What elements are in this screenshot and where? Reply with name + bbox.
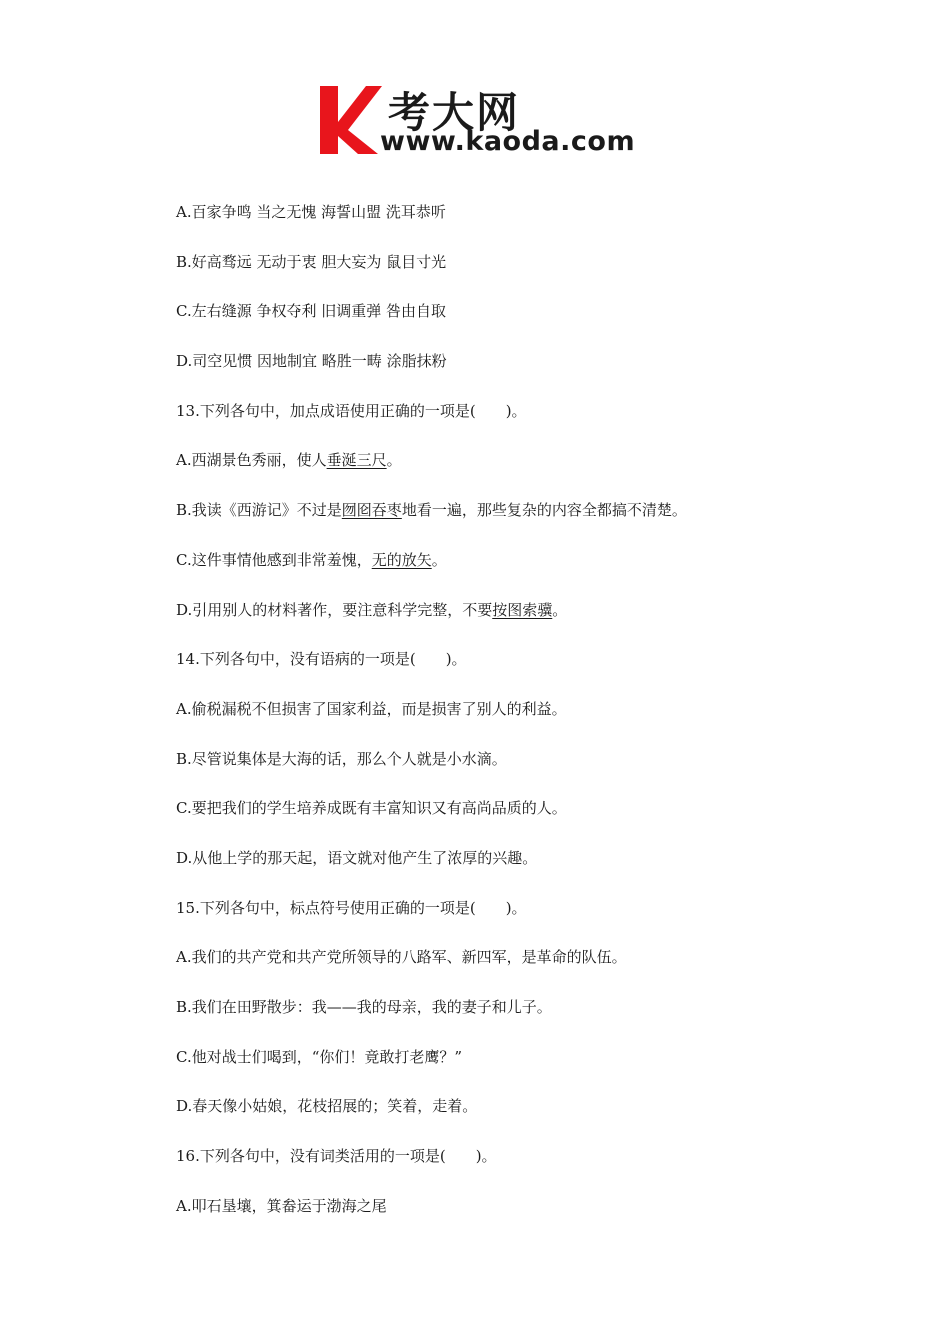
option-text: D.引用别人的材料著作，要注意科学完整，不要 <box>176 600 493 619</box>
option-line: B.我们在田野散步：我——我的母亲，我的妻子和儿子。 <box>176 998 552 1016</box>
option-line <box>176 548 896 598</box>
underlined-idiom: 按图索骥 <box>492 600 553 619</box>
option-line <box>176 498 896 548</box>
k-logo-mark <box>318 84 382 156</box>
logo-site-name: 考大网 <box>388 88 521 137</box>
underlined-idiom: 囫囵吞枣 <box>341 501 402 520</box>
option-line: D.从他上学的那天起，语文就对他产生了浓厚的兴趣。 <box>176 848 538 867</box>
option-text: 。 <box>552 600 568 619</box>
option-text: 。 <box>386 451 402 470</box>
option-line: A.叩石垦壤，箕畚运于渤海之尾 <box>176 1196 387 1215</box>
option-text: 地看一遍，那些复杂的内容全都搞不清楚。 <box>401 501 687 520</box>
option-line: B.尽管说集体是大海的话，那么个人就是小水滴。 <box>176 749 507 768</box>
option-line: A.偷税漏税不但损害了国家利益，而是损害了别人的利益。 <box>176 699 567 718</box>
question-stem: 16.下列各句中，没有词类活用的一项是( )。 <box>176 1147 497 1166</box>
kaoda-logo <box>318 84 638 160</box>
question-stem: 15.下列各句中，标点符号使用正确的一项是( )。 <box>176 898 527 917</box>
option-line: C.左右缝源 争权夺利 旧调重弹 咎由自取 <box>176 302 447 321</box>
option-text: C.这件事情他感到非常羞愧， <box>176 550 372 569</box>
option-line: D.春天像小姑娘，花枝招展的；笑着，走着。 <box>176 1097 478 1116</box>
exam-content <box>176 200 896 1243</box>
logo-url: www.kaoda.com <box>380 126 636 157</box>
question-stem: 14.下列各句中，没有语病的一项是( )。 <box>176 650 467 669</box>
option-text: B.我读《西游记》不过是 <box>176 501 342 520</box>
underlined-idiom: 无的放矢 <box>371 550 432 569</box>
option-line: B.好高骛远 无动于衷 胆大妄为 鼠目寸光 <box>176 252 447 271</box>
option-line <box>176 598 896 648</box>
option-line <box>176 448 896 498</box>
option-line: A.我们的共产党和共产党所领导的八路军、新四军，是革命的队伍。 <box>176 948 627 967</box>
option-text: A.西湖景色秀丽，使人 <box>176 451 327 470</box>
option-line: A.百家争鸣 当之无愧 海誓山盟 洗耳恭听 <box>176 203 446 221</box>
underlined-idiom: 垂涎三尺 <box>326 451 387 470</box>
option-line: D.司空见惯 因地制宜 略胜一畴 涂脂抹粉 <box>176 352 447 371</box>
option-line: C.要把我们的学生培养成既有丰富知识又有高尚品质的人。 <box>176 799 567 818</box>
option-line: C.他对战士们喝到，“你们！竟敢打老鹰？” <box>176 1047 463 1066</box>
question-stem: 13.下列各句中，加点成语使用正确的一项是( )。 <box>176 401 527 420</box>
option-text: 。 <box>431 550 447 569</box>
